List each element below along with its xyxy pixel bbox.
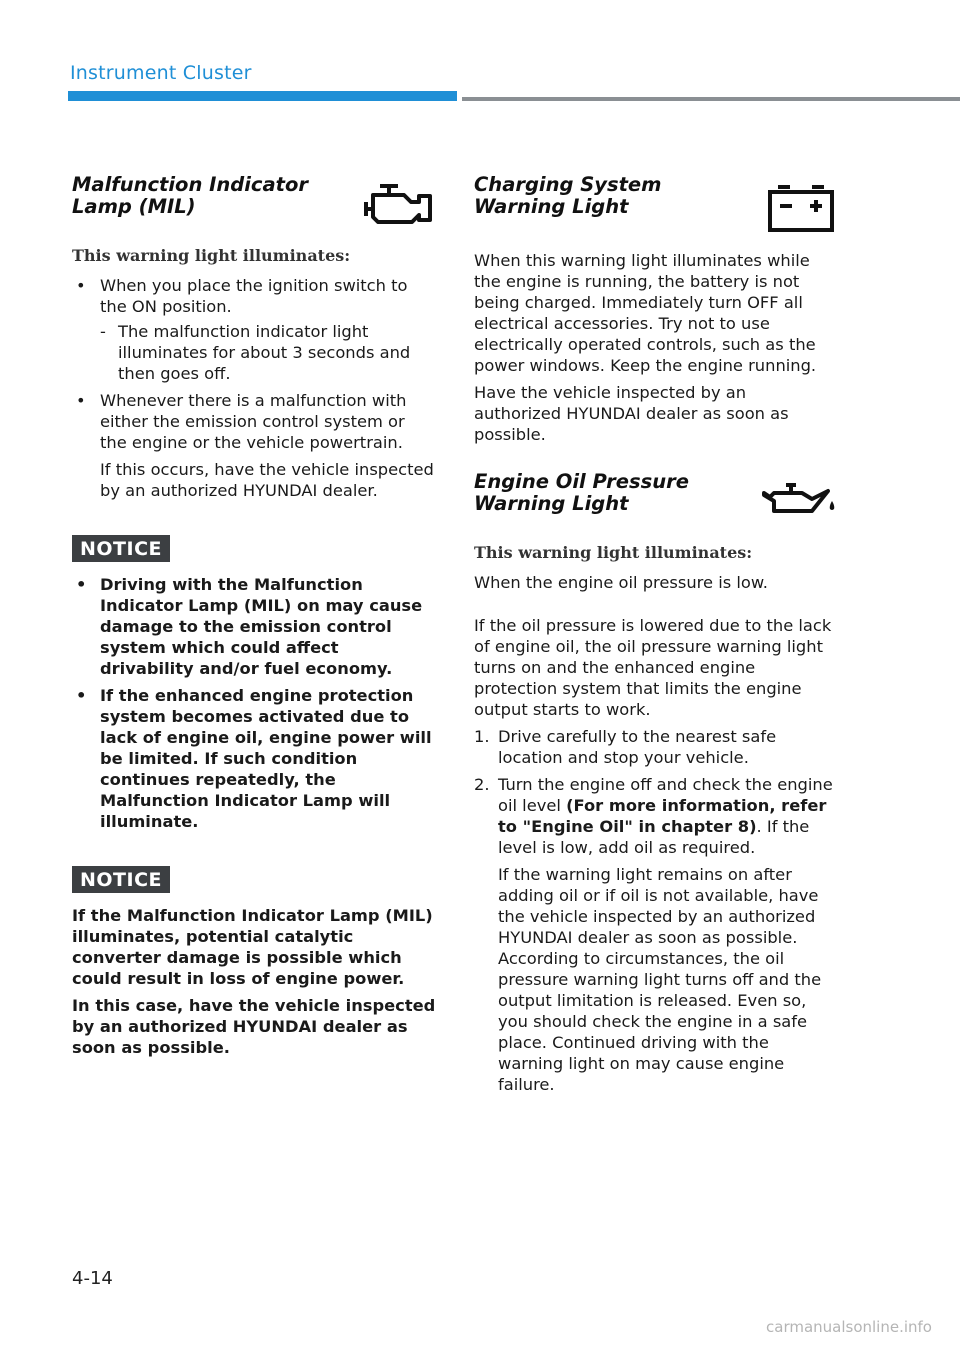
notice-2-para-1: If the Malfunction Indicator Lamp (MIL) illuminates, potential catalytic converter damage is possible which could result in loss of engine power. [72,906,433,988]
mil-bullet-list [72,275,436,501]
oil-steps [474,726,838,1095]
oil-title: Engine Oil Pressure Warning Light [474,470,689,515]
oil-can-icon [762,481,836,521]
notice-1-list [72,574,436,832]
charging-section-header [474,174,838,238]
oil-para-2: If the oil pressure is lowered due to the lack of engine oil, the oil pressure warning light turns on and the enhanced engine protection system that limits the engine output starts to work. [474,616,832,719]
mil-lead: This warning light illuminates: [72,246,351,265]
list-item [72,275,436,384]
header-rule [462,97,960,101]
step-text: Turn the engine off and check the engine oil level [498,775,833,815]
right-column [474,172,838,1101]
oil-section-header [474,471,838,535]
step-2-para: If the warning light remains on after adding oil or if oil is not available, have the vehicle inspected by an authorized HYUNDAI dealer as soon as possible. According to circumstances, the oil pressure warning light turns off and the output limitation is released. Even so, you should check the engine in a safe place. Continued driving with the warning light on may cause engine failure. [498,865,822,1094]
charging-title: Charging System Warning Light [474,173,662,218]
list-item [474,774,838,1095]
list-item [474,726,838,768]
list-item [72,390,436,501]
step-number: 2. [474,775,490,794]
notice-badge: NOTICE [72,535,170,562]
step-reference: (For more information, refer to "Engine Oil" in chapter 8) [498,796,827,836]
mil-section-header [72,174,436,238]
page-number: 4-14 [72,1268,113,1289]
step-text-end: . If the level is low, add oil as required. [498,817,810,857]
charging-para-2: Have the vehicle inspected by an authorized HYUNDAI dealer as soon as possible. [474,383,789,444]
watermark: carmanualsonline.info [766,1318,932,1336]
mil-sub-text: The malfunction indicator light illuminates for about 3 seconds and then goes off. [118,322,411,383]
mil-bullet-2-para: If this occurs, have the vehicle inspected by an authorized HYUNDAI dealer. [100,460,434,500]
step-number: 1. [474,727,490,746]
battery-icon [766,182,836,234]
oil-para-1: When the engine oil pressure is low. [474,573,768,592]
list-item: • Driving with the Malfunction Indicator Lamp (MIL) on may cause damage to the emission control system which could affect drivability and/or fuel economy. [72,574,436,679]
check-engine-icon [364,182,434,228]
left-column [72,172,436,1064]
mil-sub-item: - The malfunction indicator light illuminates for about 3 seconds and then goes off. [100,322,411,383]
mil-title: Malfunction Indicator Lamp (MIL) [72,173,308,218]
list-item: • If the enhanced engine protection system becomes activated due to lack of engine oil, engine power will be limited. If such condition continues repeatedly, the Malfunction Indicator Lamp will illuminate. [72,685,436,832]
oil-lead: This warning light illuminates: [474,543,753,562]
notice-2-para-2: In this case, have the vehicle inspected by an authorized HYUNDAI dealer as soon as possible. [72,996,436,1057]
header-rule-accent [68,91,457,101]
section-header-title: Instrument Cluster [70,62,252,84]
mil-bullet-1: When you place the ignition switch to the ON position. [100,276,408,316]
mil-bullet-2: Whenever there is a malfunction with either the emission control system or the engine or the vehicle powertrain. [100,391,407,452]
step-text: Drive carefully to the nearest safe location and stop your vehicle. [498,727,777,767]
notice-badge: NOTICE [72,866,170,893]
charging-para-1: When this warning light illuminates while the engine is running, the battery is not being charged. Immediately turn OFF all electrical accessories. Try not to use electrically operated controls, such as the power windows. Keep the engine running. [474,251,817,375]
